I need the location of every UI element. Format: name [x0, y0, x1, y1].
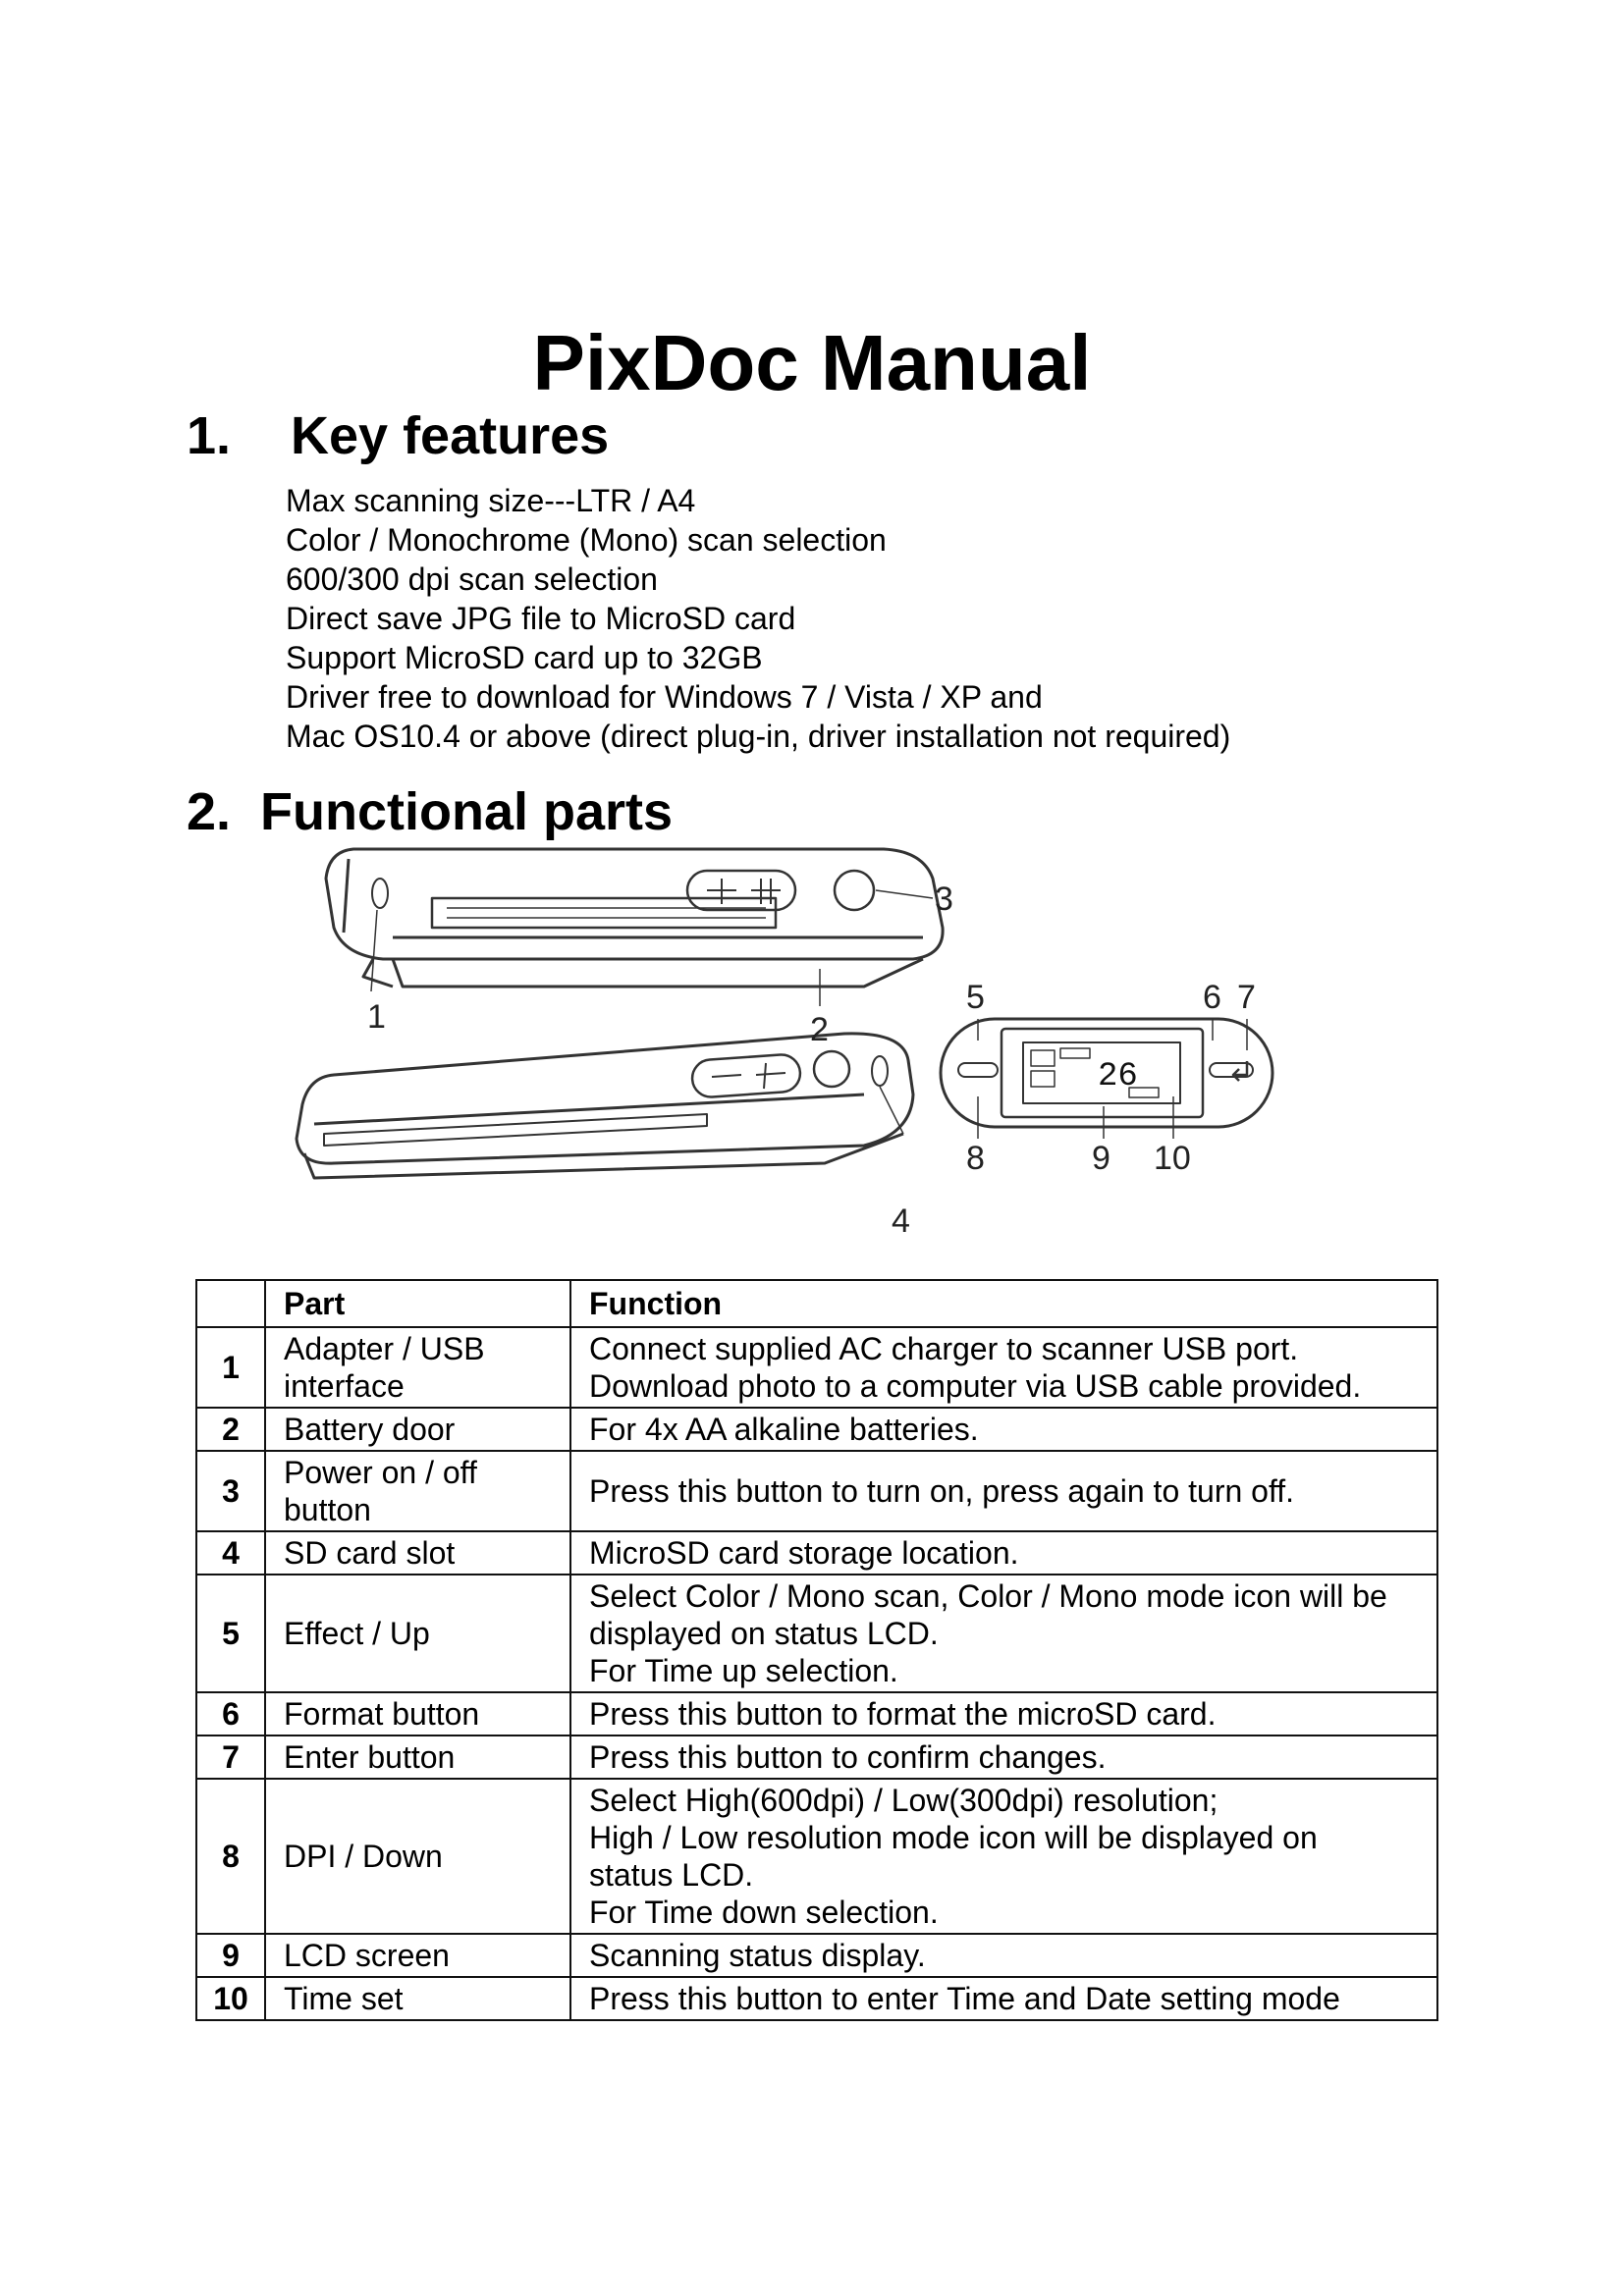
part-number: 6	[196, 1692, 265, 1735]
callout-10: 10	[1154, 1140, 1191, 1177]
part-number: 2	[196, 1408, 265, 1451]
part-function	[570, 1692, 1437, 1735]
table-row	[196, 1408, 1437, 1451]
part-name-line: Format button	[284, 1696, 480, 1732]
part-name-line: Power on / off button	[284, 1455, 477, 1527]
function-line: High / Low resolution mode icon will be displayed on	[589, 1820, 1318, 1855]
part-name-line: LCD screen	[284, 1938, 450, 1973]
function-line: For Time up selection.	[589, 1653, 898, 1688]
feature-item: Direct save JPG file to MicroSD card	[286, 601, 796, 636]
feature-item: Max scanning size---LTR / A4	[286, 483, 696, 518]
table-row	[196, 1692, 1437, 1735]
feature-item: Mac OS10.4 or above (direct plug-in, driver installation not required)	[286, 719, 1231, 754]
table-row	[196, 1575, 1437, 1692]
function-line: Press this button to confirm changes.	[589, 1739, 1107, 1775]
callout-8: 8	[966, 1140, 985, 1177]
callout-7: 7	[1237, 979, 1256, 1016]
function-line: Connect supplied AC charger to scanner USB port.	[589, 1331, 1299, 1366]
part-function	[570, 1779, 1437, 1934]
feature-item: Driver free to download for Windows 7 / Vista / XP and	[286, 679, 1043, 715]
part-function	[570, 1575, 1437, 1692]
part-name	[265, 1735, 570, 1779]
part-name	[265, 1934, 570, 1977]
part-function	[570, 1451, 1437, 1531]
table-row	[196, 1451, 1437, 1531]
table-row	[196, 1531, 1437, 1575]
table-row	[196, 1977, 1437, 2020]
feature-item: 600/300 dpi scan selection	[286, 561, 658, 597]
feature-item: Support MicroSD card up to 32GB	[286, 640, 763, 675]
part-name-line: interface	[284, 1368, 405, 1404]
part-name	[265, 1408, 570, 1451]
section-number: 1.	[187, 406, 232, 465]
part-number: 5	[196, 1575, 265, 1692]
callout-6: 6	[1203, 979, 1221, 1016]
part-name	[265, 1327, 570, 1408]
part-number: 7	[196, 1735, 265, 1779]
functional-parts-table	[195, 1279, 1438, 2021]
scanner-diagram	[275, 839, 1375, 1271]
part-function	[570, 1327, 1437, 1408]
part-function	[570, 1735, 1437, 1779]
callout-3: 3	[935, 881, 953, 918]
scanner-bottom-view	[297, 1034, 913, 1178]
part-name	[265, 1531, 570, 1575]
function-line: MicroSD card storage location.	[589, 1535, 1019, 1571]
part-number: 8	[196, 1779, 265, 1934]
callout-9: 9	[1092, 1140, 1110, 1177]
part-number: 4	[196, 1531, 265, 1575]
table-row	[196, 1735, 1437, 1779]
key-features-list	[286, 481, 1230, 756]
part-name-line: Adapter / USB	[284, 1331, 485, 1366]
section-title: Functional parts	[260, 782, 674, 841]
section-heading-functional-parts	[187, 780, 673, 843]
table-row	[196, 1779, 1437, 1934]
table-row	[196, 1327, 1437, 1408]
function-line: Press this button to enter Time and Date setting mode	[589, 1981, 1340, 2016]
part-name	[265, 1575, 570, 1692]
function-line: displayed on status LCD.	[589, 1616, 939, 1651]
scanner-top-view	[326, 849, 943, 1006]
column-header-part: Part	[265, 1280, 570, 1327]
part-number: 3	[196, 1451, 265, 1531]
section-heading-key-features	[187, 404, 609, 467]
part-name-line: Effect / Up	[284, 1616, 430, 1651]
callout-2: 2	[810, 1011, 829, 1048]
lcd-readout: 26	[1098, 1058, 1138, 1095]
function-line: Press this button to turn on, press again to turn off.	[589, 1473, 1295, 1509]
column-header-function: Function	[570, 1280, 1437, 1327]
part-name-line: SD card slot	[284, 1535, 456, 1571]
table-row	[196, 1934, 1437, 1977]
function-line: For 4x AA alkaline batteries.	[589, 1412, 979, 1447]
part-name	[265, 1692, 570, 1735]
table-header-row	[196, 1280, 1437, 1327]
function-line: Scanning status display.	[589, 1938, 926, 1973]
part-name-line: Time set	[284, 1981, 404, 2016]
part-name	[265, 1977, 570, 2020]
part-function	[570, 1977, 1437, 2020]
section-title: Key features	[291, 406, 610, 465]
part-function	[570, 1934, 1437, 1977]
function-line: Select High(600dpi) / Low(300dpi) resolution;	[589, 1783, 1218, 1818]
part-number: 1	[196, 1327, 265, 1408]
function-line: Press this button to format the microSD card.	[589, 1696, 1217, 1732]
part-name	[265, 1451, 570, 1531]
part-name-line: Battery door	[284, 1412, 456, 1447]
part-function	[570, 1531, 1437, 1575]
part-name-line: Enter button	[284, 1739, 456, 1775]
part-number: 9	[196, 1934, 265, 1977]
part-name-line: DPI / Down	[284, 1839, 443, 1874]
page-title: PixDoc Manual	[532, 319, 1092, 406]
function-line: Download photo to a computer via USB cable provided.	[589, 1368, 1362, 1404]
feature-item: Color / Monochrome (Mono) scan selection	[286, 522, 887, 558]
part-name	[265, 1779, 570, 1934]
function-line: status LCD.	[589, 1857, 754, 1893]
part-number: 10	[196, 1977, 265, 2020]
function-line: Select Color / Mono scan, Color / Mono mode icon will be	[589, 1578, 1387, 1614]
callout-4: 4	[892, 1202, 910, 1240]
callout-1: 1	[367, 998, 386, 1036]
section-number: 2.	[187, 782, 232, 841]
function-line: For Time down selection.	[589, 1895, 939, 1930]
part-function	[570, 1408, 1437, 1451]
column-header-number	[196, 1280, 265, 1327]
callout-5: 5	[966, 979, 985, 1016]
